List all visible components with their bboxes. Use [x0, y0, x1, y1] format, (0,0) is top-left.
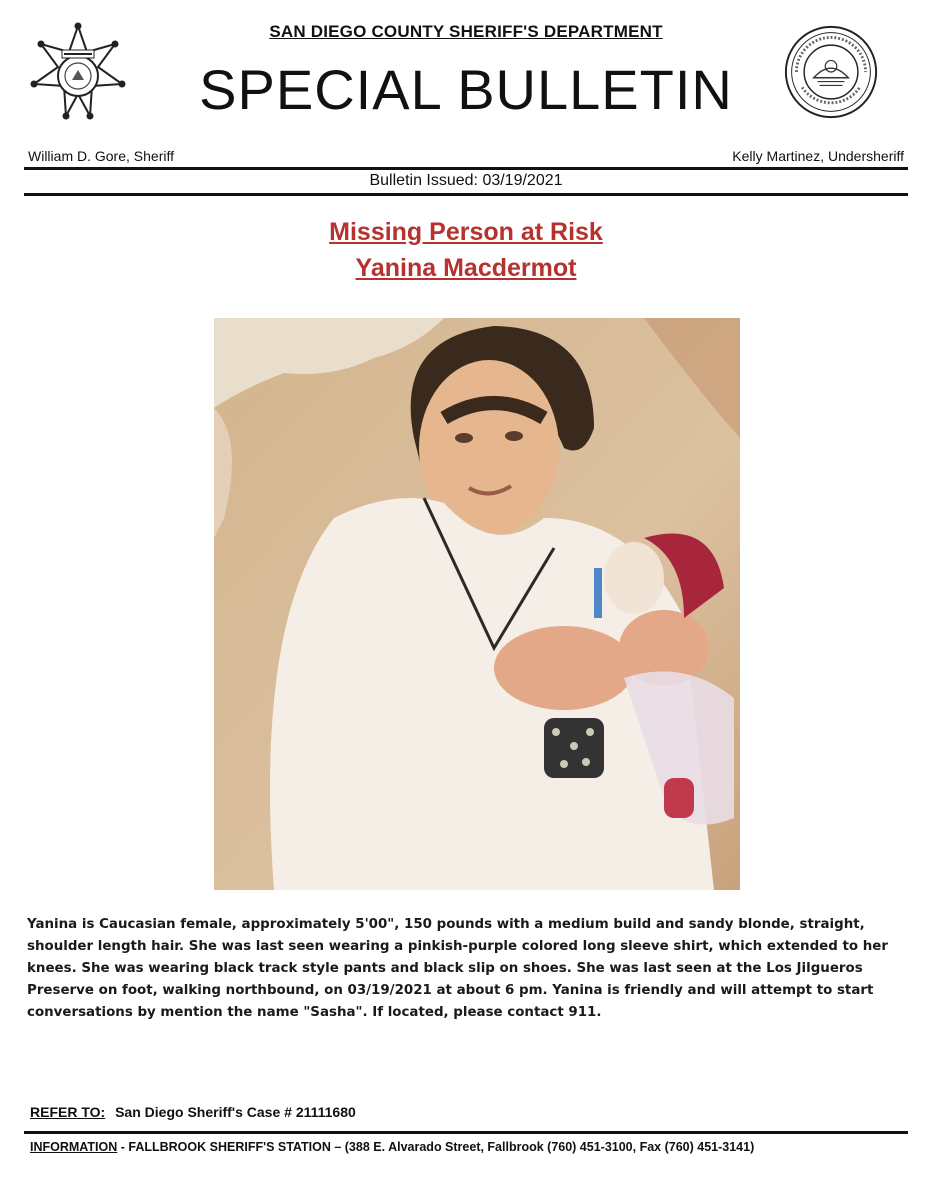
information-line: [30, 1140, 754, 1154]
footer-divider: [24, 1131, 908, 1134]
county-seal-icon: [783, 24, 879, 120]
missing-person-name: Yanina Macdermot: [355, 254, 577, 282]
sheriff-star-badge-icon: [28, 22, 128, 122]
station-contact: - FALLBROOK SHERIFF'S STATION – (388 E. Alvarado Street, Fallbrook (760) 451-3100, Fax (760) 451-3141): [117, 1140, 755, 1154]
person-description: Yanina is Caucasian female, approximately 5'00", 150 pounds with a medium build and sandy blonde, straight, shoulder length hair. She was last seen wearing a pinkish-purple colored long sleeve shirt, which extended to her knees. She was wearing black track style pants and black slip on shoes. She was last seen at the Los Jilgueros Preserve on foot, walking northbound, on 03/19/2021 at about 6 pm. Yanina is friendly and will attempt to start conversations by mention the name "Sasha". If located, please contact 911.: [27, 917, 888, 1020]
information-label: INFORMATION: [30, 1140, 118, 1154]
bulletin-title: SPECIAL BULLETIN: [199, 58, 733, 121]
case-number: San Diego Sheriff's Case # 21111680: [115, 1104, 356, 1120]
undersheriff-name: Kelly Martinez, Undersheriff: [732, 148, 904, 164]
department-name: SAN DIEGO COUNTY SHERIFF'S DEPARTMENT: [269, 22, 663, 41]
issued-divider: [24, 193, 908, 196]
refer-to-line: [30, 1104, 356, 1120]
sheriff-name: William D. Gore, Sheriff: [28, 148, 174, 164]
missing-person-photo: [214, 318, 740, 890]
issued-date: Bulletin Issued: 03/19/2021: [369, 172, 563, 189]
refer-to-label: REFER TO:: [30, 1104, 106, 1120]
alert-headline: Missing Person at Risk: [329, 218, 603, 246]
header-divider: [24, 167, 908, 170]
